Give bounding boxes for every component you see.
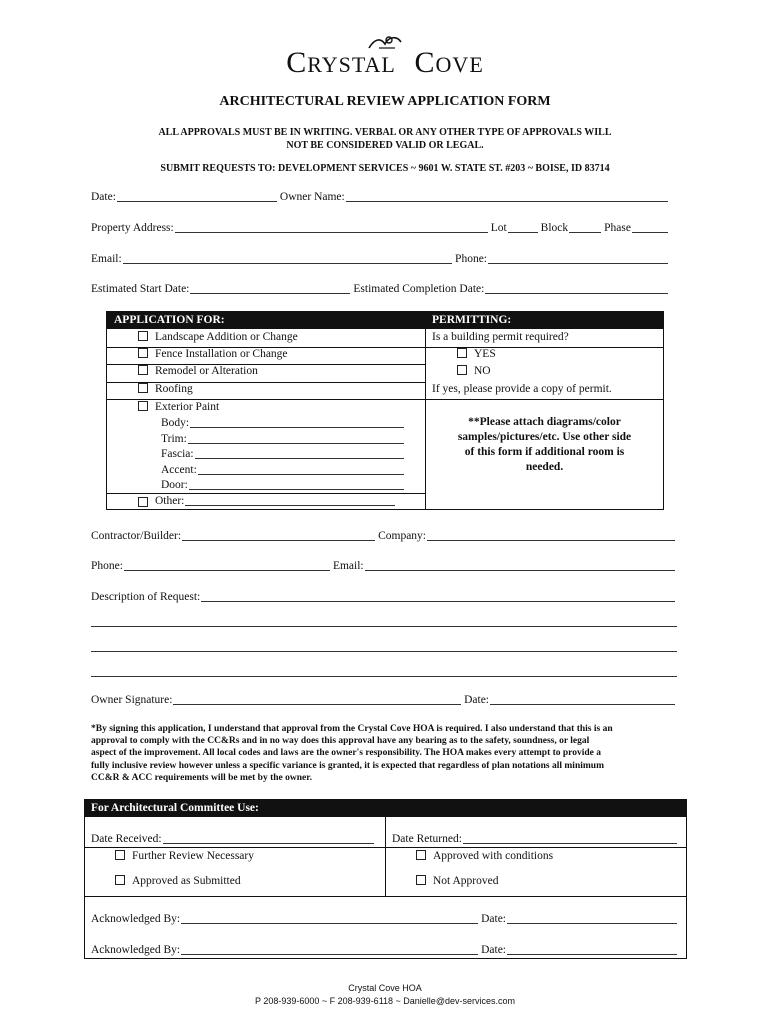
contractor-phone-field[interactable]: [124, 559, 330, 571]
sep: [425, 399, 663, 400]
est-completion-label: Estimated Completion Date:: [353, 283, 485, 295]
other-field[interactable]: [185, 494, 395, 506]
paint-accent-field[interactable]: [198, 463, 404, 475]
committee-box: [84, 799, 687, 959]
company-label: Company:: [378, 530, 426, 542]
description-line-4[interactable]: [91, 676, 677, 677]
property-address-field[interactable]: [175, 221, 488, 233]
owner-name-label: Owner Name:: [279, 191, 345, 203]
app-item-other: Other:: [138, 494, 398, 507]
checkbox-icon[interactable]: [416, 875, 426, 885]
app-item-fence[interactable]: Fence Installation or Change: [138, 348, 288, 360]
app-item-landscape[interactable]: Landscape Addition or Change: [138, 331, 298, 343]
date-returned: Date Returned:: [392, 832, 680, 845]
paint-door: Door:: [161, 478, 407, 491]
row-property: [91, 221, 671, 234]
sep: [85, 896, 686, 897]
date-received: Date Received:: [91, 832, 377, 845]
contractor-email-label: Email:: [332, 560, 364, 572]
ack-row-2: Acknowledged By: Date:: [91, 943, 680, 956]
paint-fascia-field[interactable]: [195, 447, 404, 459]
row-contractor: [91, 529, 678, 542]
logo-wordmark: CRYSTAL COVE: [286, 46, 484, 79]
company-field[interactable]: [427, 529, 675, 541]
checkbox-icon[interactable]: [457, 365, 467, 375]
app-item-paint[interactable]: Exterior Paint: [138, 401, 219, 413]
email-field[interactable]: [123, 252, 452, 264]
contractor-phone-label: Phone:: [91, 560, 123, 572]
app-item-remodel[interactable]: Remodel or Alteration: [138, 365, 258, 377]
date-received-field[interactable]: [163, 832, 374, 844]
ack1-date-field[interactable]: [507, 912, 677, 924]
contractor-field[interactable]: [182, 529, 375, 541]
checkbox-icon[interactable]: [416, 850, 426, 860]
attach-note: **Please attach diagrams/color samples/pictures/etc. Use other side of this form if additional room is needed.: [457, 416, 632, 473]
notice-line-2: NOT BE CONSIDERED VALID OR LEGAL.: [286, 140, 484, 151]
checkbox-icon[interactable]: [115, 875, 125, 885]
approved-conditions[interactable]: Approved with conditions: [416, 850, 553, 862]
row-signature: [91, 693, 678, 706]
block-label: Block: [540, 222, 569, 234]
checkbox-icon[interactable]: [138, 348, 148, 358]
application-box: [106, 311, 664, 510]
not-approved[interactable]: Not Approved: [416, 875, 498, 887]
signature-date-label: Date:: [464, 694, 489, 706]
paint-trim-field[interactable]: [188, 432, 404, 444]
phone-field[interactable]: [488, 252, 668, 264]
description-line-2[interactable]: [91, 626, 677, 627]
description-line-3[interactable]: [91, 651, 677, 652]
checkbox-icon[interactable]: [457, 348, 467, 358]
row-dates: [91, 282, 671, 295]
permit-yes[interactable]: YES: [457, 348, 496, 360]
block-field[interactable]: [569, 221, 601, 233]
permit-note: If yes, please provide a copy of permit.: [432, 383, 612, 395]
paint-body: Body:: [161, 416, 407, 429]
sep: [85, 847, 686, 848]
committee-header: For Architectural Committee Use:: [85, 800, 686, 817]
checkbox-icon[interactable]: [138, 497, 148, 507]
date-field[interactable]: [117, 190, 277, 202]
footer-contact: P 208-939-6000 ~ F 208-939-6118 ~ Danielle@dev-services.com: [255, 996, 515, 1006]
row-description: [91, 590, 678, 603]
row-email-phone: [91, 252, 671, 265]
email-label: Email:: [91, 253, 122, 265]
date-returned-field[interactable]: [463, 832, 677, 844]
notice-line-1: ALL APPROVALS MUST BE IN WRITING. VERBAL OR ANY OTHER TYPE OF APPROVALS WILL: [158, 127, 612, 138]
contractor-email-field[interactable]: [365, 559, 675, 571]
phase-field[interactable]: [632, 221, 668, 233]
paint-trim: Trim:: [161, 432, 407, 445]
further-review[interactable]: Further Review Necessary: [115, 850, 254, 862]
permitting-header: PERMITTING:: [427, 312, 663, 329]
app-item-roofing[interactable]: Roofing: [138, 383, 193, 395]
checkbox-icon[interactable]: [138, 401, 148, 411]
approved-submitted[interactable]: Approved as Submitted: [115, 875, 241, 887]
paint-accent: Accent:: [161, 463, 407, 476]
submit-address: SUBMIT REQUESTS TO: DEVELOPMENT SERVICES ~ 9601 W. STATE ST. #203 ~ BOISE, ID 83714: [160, 163, 610, 174]
signature-label: Owner Signature:: [91, 694, 173, 706]
description-label: Description of Request:: [91, 591, 201, 603]
est-start-field[interactable]: [190, 282, 350, 294]
sep: [107, 399, 425, 400]
ack2-date-field[interactable]: [507, 943, 677, 955]
paint-fascia: Fascia:: [161, 447, 407, 460]
committee-divider: [385, 817, 386, 897]
ack1-field[interactable]: [181, 912, 478, 924]
signature-field[interactable]: [173, 693, 461, 705]
signature-date-field[interactable]: [490, 693, 675, 705]
form-title: ARCHITECTURAL REVIEW APPLICATION FORM: [219, 94, 551, 109]
checkbox-icon[interactable]: [115, 850, 125, 860]
description-field[interactable]: [201, 590, 675, 602]
logo: [0, 34, 770, 80]
permit-question: Is a building permit required?: [432, 331, 569, 343]
row-contractor-phone: [91, 559, 678, 572]
row-date-owner: [91, 190, 671, 203]
est-start-label: Estimated Start Date:: [91, 283, 190, 295]
disclaimer: *By signing this application, I understand that approval from the Crystal Cove HOA is required. I also understand that this is an approval to comply with the CC&Rs and in no way does this approval have any bearing as to the safety, soundness, or legal aspect of the improvement. All local codes and laws are the owner's responsibility. The HOA makes every attempt to provide a fully inclusive review however unless a specific variance is granted, it is expected that regardless of plan notations all minimum CC&R & ACC requirements will be met by the owner.: [91, 724, 613, 783]
lot-label: Lot: [490, 222, 507, 234]
footer-org: Crystal Cove HOA: [348, 983, 422, 993]
est-completion-field[interactable]: [485, 282, 668, 294]
checkbox-icon[interactable]: [138, 365, 148, 375]
ack-row-1: Acknowledged By: Date:: [91, 912, 680, 925]
checkbox-icon[interactable]: [138, 331, 148, 341]
box-divider: [425, 312, 426, 509]
permit-no[interactable]: NO: [457, 365, 491, 377]
owner-name-field[interactable]: [346, 190, 668, 202]
paint-body-field[interactable]: [190, 416, 404, 428]
lot-field[interactable]: [508, 221, 538, 233]
property-address-label: Property Address:: [91, 222, 174, 234]
contractor-label: Contractor/Builder:: [91, 530, 182, 542]
paint-door-field[interactable]: [189, 478, 404, 490]
date-label: Date:: [91, 191, 116, 203]
phase-label: Phase: [604, 222, 631, 234]
application-header: APPLICATION FOR:: [107, 312, 432, 329]
ack2-field[interactable]: [181, 943, 478, 955]
checkbox-icon[interactable]: [138, 383, 148, 393]
phone-label: Phone:: [455, 253, 487, 265]
